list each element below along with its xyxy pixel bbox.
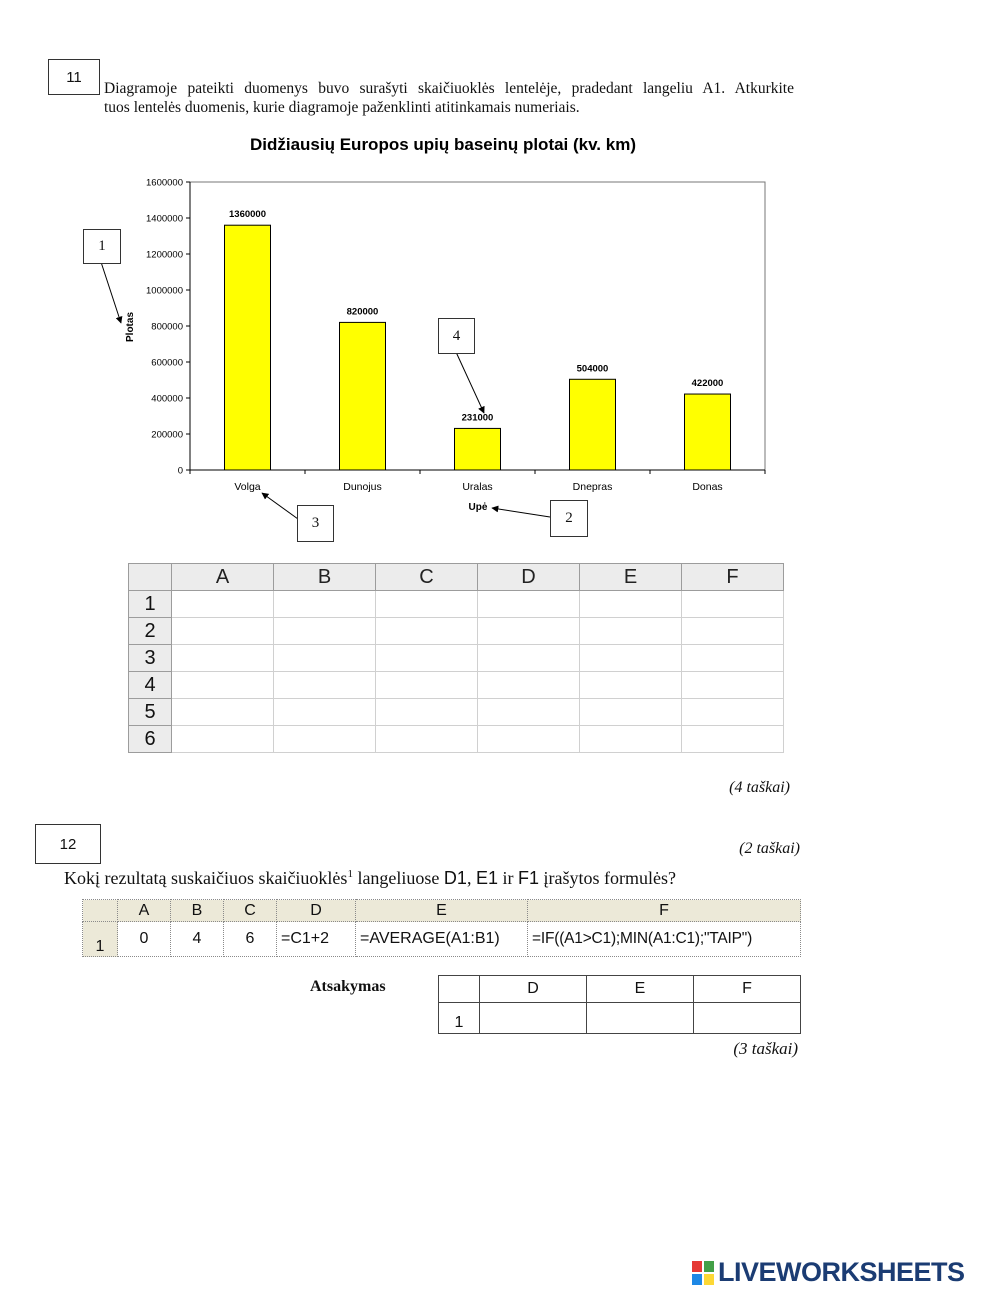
question-number: 11 [66,68,82,86]
question-number: 12 [59,835,77,853]
answer-input[interactable] [580,699,681,725]
answer-input[interactable] [580,591,681,617]
points-label: (4 taškai) [729,779,790,796]
answer-input[interactable] [172,645,273,671]
question-text-line2: tuos lentelės duomenis, kurie diagramoje paženklinti atitinkamais numeriais. [104,99,580,116]
liveworksheets-logo [692,1257,965,1288]
callout-4: 4 [452,327,461,344]
question-text-part: ir [497,868,518,888]
x-axis-label: Upė [468,502,488,513]
y-tick-label: 200000 [151,429,183,441]
answer-input[interactable] [172,618,273,644]
question-text-part: įrašytos formulės? [538,868,676,888]
y-tick-label: 600000 [151,357,183,369]
answer-cell-B5[interactable] [274,699,376,726]
answer-cell-E5[interactable] [580,699,682,726]
answer-input[interactable] [478,618,579,644]
x-tick-label: Dnepras [572,481,613,493]
answer-input[interactable] [682,672,783,698]
answer-cell-D3[interactable] [478,645,580,672]
column-header: B [171,900,224,922]
y-tick-label: 400000 [151,393,183,405]
corner-cell [439,976,480,1003]
answer-input[interactable] [376,618,477,644]
column-header: F [694,976,801,1003]
cell-ref-F1: F1 [517,868,539,888]
answer-cell-F1[interactable] [682,591,784,618]
answer-input[interactable] [588,1009,692,1025]
callout-3: 3 [311,515,320,531]
answer-input[interactable] [376,591,477,617]
column-header: D [480,976,587,1003]
answer-input[interactable] [695,1009,799,1025]
logo-square [692,1274,702,1285]
answer-input[interactable] [274,672,375,698]
question-number-box [35,824,101,864]
answer-cell-D4[interactable] [478,672,580,699]
column-header: B [274,564,376,591]
answer-cell-A3[interactable] [172,645,274,672]
data-label: 820000 [346,306,379,318]
cell-C1: 6 [224,922,277,957]
answer-cell-B6[interactable] [274,726,376,753]
answer-table [438,975,801,1034]
answer-input[interactable] [274,645,375,671]
x-tick-label: Volga [234,481,261,493]
points-label: (3 taškai) [733,1039,798,1058]
arrow-1 [101,262,121,323]
spreadsheet-answer-grid [128,563,784,753]
cell-A1: 0 [118,922,171,957]
question-text [64,868,676,889]
answer-input[interactable] [274,591,375,617]
column-header: A [172,564,274,591]
chart-title: Didžiausių Europos upių baseinų plotai (kv. km) [249,135,637,154]
answer-input[interactable] [172,726,273,752]
answer-cell-B2[interactable] [274,618,376,645]
answer-input[interactable] [682,645,783,671]
y-axis-label: Plotas [125,311,136,343]
callout-box-3 [297,505,334,542]
logo-icon [692,1261,714,1285]
y-tick-label: 1200000 [146,249,183,261]
callout-2: 2 [565,510,573,526]
x-tick-label: Dunojus [343,481,382,493]
column-header: C [224,900,277,922]
logo-square [704,1274,714,1285]
answer-cell-E3[interactable] [580,645,682,672]
cell-B1: 4 [171,922,224,957]
answer-cell-E1[interactable] [587,1003,694,1034]
column-header: C [376,564,478,591]
y-tick-label: 800000 [151,321,183,333]
column-header: E [356,900,528,922]
cell-ref-D1: D1 [443,868,467,888]
answer-input[interactable] [682,699,783,725]
cut-off-points-text: (2 taškai) [739,840,800,857]
answer-cell-F3[interactable] [682,645,784,672]
column-header: A [118,900,171,922]
row-header: 5 [129,699,172,726]
callout-box-4 [438,318,475,354]
data-label: 504000 [576,363,609,375]
answer-input[interactable] [478,699,579,725]
y-tick-label: 0 [177,465,183,477]
answer-cell-A1[interactable] [172,591,274,618]
formula-table [82,899,801,957]
column-header: F [528,900,801,922]
callout-1: 1 [98,238,106,254]
answer-input[interactable] [580,645,681,671]
answer-input[interactable] [478,726,579,752]
answer-cell-A4[interactable] [172,672,274,699]
data-label: 1360000 [229,209,266,221]
answer-cell-F1[interactable] [694,1003,801,1034]
logo-square [704,1261,714,1272]
data-label: 231000 [461,412,494,424]
answer-input[interactable] [478,591,579,617]
answer-input[interactable] [172,672,273,698]
answer-input[interactable] [580,618,681,644]
answer-cell-B3[interactable] [274,645,376,672]
answer-cell-C5[interactable] [376,699,478,726]
answer-cell-F6[interactable] [682,726,784,753]
corner-cell [83,900,118,922]
answer-cell-E1[interactable] [580,591,682,618]
column-header: E [580,564,682,591]
answer-input[interactable] [376,699,477,725]
row-header: 6 [129,726,172,753]
answer-input[interactable] [376,645,477,671]
answer-input[interactable] [376,672,477,698]
answer-input[interactable] [682,726,783,752]
answer-cell-A6[interactable] [172,726,274,753]
y-tick-label: 1600000 [146,177,183,189]
answer-cell-D2[interactable] [478,618,580,645]
arrow-4 [456,352,484,413]
answer-cell-C4[interactable] [376,672,478,699]
answer-input[interactable] [478,672,579,698]
answer-cell-C3[interactable] [376,645,478,672]
answer-cell-D5[interactable] [478,699,580,726]
answer-input[interactable] [580,672,681,698]
y-tick-label: 1000000 [146,285,183,297]
answer-cell-B1[interactable] [274,591,376,618]
question-text-part: Kokį rezultatą suskaičiuos skaičiuoklės [64,868,348,888]
answer-cell-A2[interactable] [172,618,274,645]
answer-input[interactable] [172,699,273,725]
row-header: 1 [439,1003,480,1034]
answer-input[interactable] [682,618,783,644]
question-text-part: langeliuose [352,868,444,888]
row-header: 3 [129,645,172,672]
logo-square [692,1261,702,1272]
callout-box-1 [83,229,121,264]
x-tick-label: Uralas [462,481,493,493]
answer-cell-F5[interactable] [682,699,784,726]
answer-input[interactable] [682,591,783,617]
row-header: 1 [129,591,172,618]
column-header: F [682,564,784,591]
answer-input[interactable] [172,591,273,617]
answer-input[interactable] [376,726,477,752]
column-header: D [277,900,356,922]
answer-cell-F2[interactable] [682,618,784,645]
row-header: 4 [129,672,172,699]
cell-ref-E1: E1 [475,868,498,888]
answer-cell-C2[interactable] [376,618,478,645]
cell-D1: =C1+2 [277,922,356,957]
row-header: 1 [83,922,118,957]
answer-cell-C1[interactable] [376,591,478,618]
answer-cell-D1[interactable] [480,1003,587,1034]
question-text-line1: Diagramoje pateikti duomenys buvo surašyti skaičiuoklės lentelėje, pradedant langeliu A1. Atkurkite [104,80,794,97]
brand-name: LIVEWORKSHEETS [718,1257,965,1287]
cut-off-text-wrap [700,840,800,864]
callout-box-2 [550,500,588,537]
cell-F1: =IF((A1>C1);MIN(A1:C1);"TAIP") [528,922,801,957]
answer-cell-C6[interactable] [376,726,478,753]
column-header: D [478,564,580,591]
column-header: E [587,976,694,1003]
answer-input[interactable] [481,1009,585,1025]
answer-cell-B4[interactable] [274,672,376,699]
answer-cell-E6[interactable] [580,726,682,753]
answer-cell-E4[interactable] [580,672,682,699]
corner-cell [129,564,172,591]
answer-cell-F4[interactable] [682,672,784,699]
footnote-marker: 1 [347,868,353,880]
answer-cell-D1[interactable] [478,591,580,618]
data-label: 422000 [691,378,724,390]
answer-input[interactable] [478,645,579,671]
arrow-3 [262,493,298,519]
arrow-2 [492,508,550,517]
callout-arrows [0,0,1000,560]
answer-cell-E2[interactable] [580,618,682,645]
y-tick-label: 1400000 [146,213,183,225]
question-text-part: , [466,868,476,888]
answer-cell-A5[interactable] [172,699,274,726]
cell-E1: =AVERAGE(A1:B1) [356,922,528,957]
answer-label: Atsakymas [310,978,386,995]
x-tick-label: Donas [692,481,723,493]
answer-input[interactable] [580,726,681,752]
answer-input[interactable] [274,618,375,644]
answer-cell-D6[interactable] [478,726,580,753]
answer-input[interactable] [274,726,375,752]
row-header: 2 [129,618,172,645]
answer-input[interactable] [274,699,375,725]
